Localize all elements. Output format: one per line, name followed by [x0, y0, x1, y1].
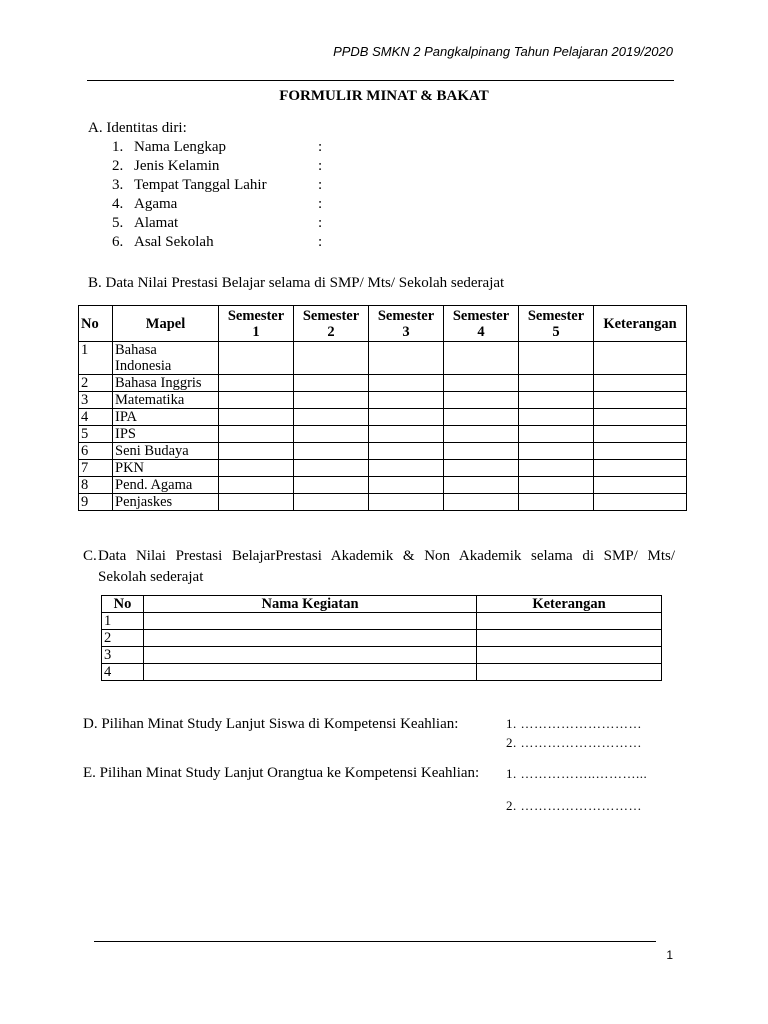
note-cell[interactable]: [594, 460, 687, 477]
note-cell[interactable]: [477, 647, 662, 664]
grade-cell[interactable]: [294, 443, 369, 460]
page-header: PPDB SMKN 2 Pangkalpinang Tahun Pelajaran 2019/2020: [333, 44, 673, 59]
note-cell[interactable]: [594, 392, 687, 409]
note-cell[interactable]: [594, 494, 687, 511]
activity-cell[interactable]: [144, 647, 477, 664]
grade-cell[interactable]: [369, 443, 444, 460]
cell-no: 6: [79, 443, 113, 460]
grade-cell[interactable]: [294, 342, 369, 375]
grade-cell[interactable]: [369, 477, 444, 494]
table-row: [102, 647, 662, 664]
activity-cell[interactable]: [144, 664, 477, 681]
col-semester-1: Semester 1: [219, 306, 294, 342]
cell-no: 4: [102, 664, 144, 681]
grade-cell[interactable]: [219, 392, 294, 409]
table-row: [79, 409, 687, 426]
note-cell[interactable]: [594, 375, 687, 392]
activities-table: [101, 595, 662, 681]
page-number: 1: [666, 948, 673, 962]
table-row: [79, 477, 687, 494]
grade-cell[interactable]: [369, 426, 444, 443]
grade-cell[interactable]: [519, 375, 594, 392]
cell-no: 2: [102, 630, 144, 647]
cell-mapel: Penjaskes: [113, 494, 219, 511]
identity-item: 5. Alamat :: [112, 215, 323, 231]
table-row: [79, 494, 687, 511]
identity-list: [112, 138, 412, 252]
cell-no: 1: [79, 342, 113, 375]
section-a-label: A.: [88, 120, 103, 136]
col-nama-kegiatan: Nama Kegiatan: [144, 596, 477, 613]
cell-no: 5: [79, 426, 113, 443]
grade-cell[interactable]: [294, 409, 369, 426]
grade-cell[interactable]: [369, 342, 444, 375]
cell-no: 3: [102, 647, 144, 664]
activity-cell[interactable]: [144, 613, 477, 630]
section-e-heading: [83, 764, 479, 783]
grade-cell[interactable]: [294, 375, 369, 392]
grade-cell[interactable]: [519, 409, 594, 426]
identity-item: 1. Nama Lengkap :: [112, 139, 323, 155]
grade-cell[interactable]: [369, 375, 444, 392]
note-cell[interactable]: [477, 630, 662, 647]
cell-mapel: Matematika: [113, 392, 219, 409]
note-cell[interactable]: [594, 409, 687, 426]
section-c-heading: [83, 546, 675, 588]
table-row: [79, 342, 687, 375]
section-c-title-line2: Sekolah sederajat: [98, 569, 204, 585]
grade-cell[interactable]: [219, 494, 294, 511]
col-semester-3: Semester 3: [369, 306, 444, 342]
grade-cell[interactable]: [444, 392, 519, 409]
col-semester-5: Semester 5: [519, 306, 594, 342]
grade-cell[interactable]: [294, 477, 369, 494]
section-d-label: D.: [83, 716, 98, 732]
col-no: No: [79, 306, 113, 342]
footer-rule: [94, 941, 656, 942]
cell-mapel: Pend. Agama: [113, 477, 219, 494]
grade-cell[interactable]: [294, 392, 369, 409]
grade-cell[interactable]: [444, 342, 519, 375]
section-a-heading: [88, 119, 187, 138]
cell-no: 2: [79, 375, 113, 392]
table-row: [79, 375, 687, 392]
note-cell[interactable]: [477, 613, 662, 630]
cell-no: 7: [79, 460, 113, 477]
cell-mapel: IPA: [113, 409, 219, 426]
table-row: [102, 630, 662, 647]
section-c-title-line1: Data Nilai Prestasi BelajarPrestasi Akademik & Non Akademik selama di SMP/ Mts/: [98, 548, 675, 564]
section-d-heading: [83, 715, 458, 734]
grades-table: [78, 305, 687, 511]
grade-cell[interactable]: [219, 443, 294, 460]
grade-cell[interactable]: [294, 494, 369, 511]
grade-cell[interactable]: [444, 409, 519, 426]
col-keterangan: Keterangan: [594, 306, 687, 342]
col-keterangan: Keterangan: [477, 596, 662, 613]
grade-cell[interactable]: [444, 426, 519, 443]
cell-no: 1: [102, 613, 144, 630]
section-b-title: Data Nilai Prestasi Belajar selama di SMP/ Mts/ Sekolah sederajat: [105, 275, 505, 291]
col-semester-4: Semester 4: [444, 306, 519, 342]
grade-cell[interactable]: [294, 460, 369, 477]
grade-cell[interactable]: [519, 342, 594, 375]
cell-no: 3: [79, 392, 113, 409]
grade-cell[interactable]: [294, 426, 369, 443]
grade-cell[interactable]: [444, 443, 519, 460]
section-d-option-1[interactable]: 1. ………………………: [506, 716, 642, 731]
note-cell[interactable]: [594, 342, 687, 375]
form-title: FORMULIR MINAT & BAKAT: [279, 88, 489, 104]
grade-cell[interactable]: [219, 460, 294, 477]
identity-item: 4. Agama :: [112, 196, 323, 212]
grade-cell[interactable]: [369, 409, 444, 426]
grade-cell[interactable]: [444, 477, 519, 494]
section-c-label: C.: [83, 548, 97, 564]
col-mapel: Mapel: [113, 306, 219, 342]
grade-cell[interactable]: [219, 375, 294, 392]
grade-cell[interactable]: [219, 477, 294, 494]
table-row: [79, 460, 687, 477]
cell-no: 8: [79, 477, 113, 494]
table-row: [79, 392, 687, 409]
grade-cell[interactable]: [519, 494, 594, 511]
grade-cell[interactable]: [444, 494, 519, 511]
grade-cell[interactable]: [519, 392, 594, 409]
identity-item: 6. Asal Sekolah :: [112, 234, 323, 250]
table-row: [102, 664, 662, 681]
note-cell[interactable]: [477, 664, 662, 681]
identity-item: 3. Tempat Tanggal Lahir :: [112, 177, 323, 193]
grade-cell[interactable]: [519, 460, 594, 477]
identity-item: 2. Jenis Kelamin :: [112, 158, 323, 174]
col-no: No: [102, 596, 144, 613]
section-e-option-2[interactable]: 2. ………………………: [506, 798, 642, 813]
note-cell[interactable]: [594, 426, 687, 443]
grade-cell[interactable]: [219, 342, 294, 375]
note-cell[interactable]: [594, 443, 687, 460]
grade-cell[interactable]: [219, 409, 294, 426]
grade-cell[interactable]: [369, 494, 444, 511]
table-header-row: [102, 596, 662, 613]
grade-cell[interactable]: [519, 426, 594, 443]
cell-mapel: IPS: [113, 426, 219, 443]
table-header-row: [79, 306, 687, 342]
grade-cell[interactable]: [444, 375, 519, 392]
cell-no: 4: [79, 409, 113, 426]
col-semester-2: Semester 2: [294, 306, 369, 342]
section-d-option-2[interactable]: 2. ………………………: [506, 735, 642, 750]
section-d-text: Pilihan Minat Study Lanjut Siswa di Kompetensi Keahlian:: [101, 716, 459, 732]
cell-mapel: Bahasa Inggris: [113, 375, 219, 392]
table-row: [79, 443, 687, 460]
note-cell[interactable]: [594, 477, 687, 494]
grade-cell[interactable]: [369, 392, 444, 409]
cell-mapel: PKN: [113, 460, 219, 477]
section-e-option-1[interactable]: 1. ……………..………...: [506, 766, 648, 781]
section-e-text: Pilihan Minat Study Lanjut Orangtua ke Kompetensi Keahlian:: [99, 765, 480, 781]
grade-cell[interactable]: [219, 426, 294, 443]
section-e-label: E.: [83, 765, 96, 781]
grade-cell[interactable]: [519, 477, 594, 494]
cell-mapel: Seni Budaya: [113, 443, 219, 460]
section-b-label: B.: [88, 275, 102, 291]
table-row: [79, 426, 687, 443]
cell-no: 9: [79, 494, 113, 511]
grade-cell[interactable]: [444, 460, 519, 477]
activity-cell[interactable]: [144, 630, 477, 647]
section-b-heading: [88, 274, 504, 293]
grade-cell[interactable]: [369, 460, 444, 477]
section-a-title: Identitas diri:: [106, 120, 187, 136]
cell-mapel: Bahasa Indonesia: [113, 342, 219, 375]
header-rule: [87, 80, 674, 81]
grade-cell[interactable]: [519, 443, 594, 460]
table-row: [102, 613, 662, 630]
